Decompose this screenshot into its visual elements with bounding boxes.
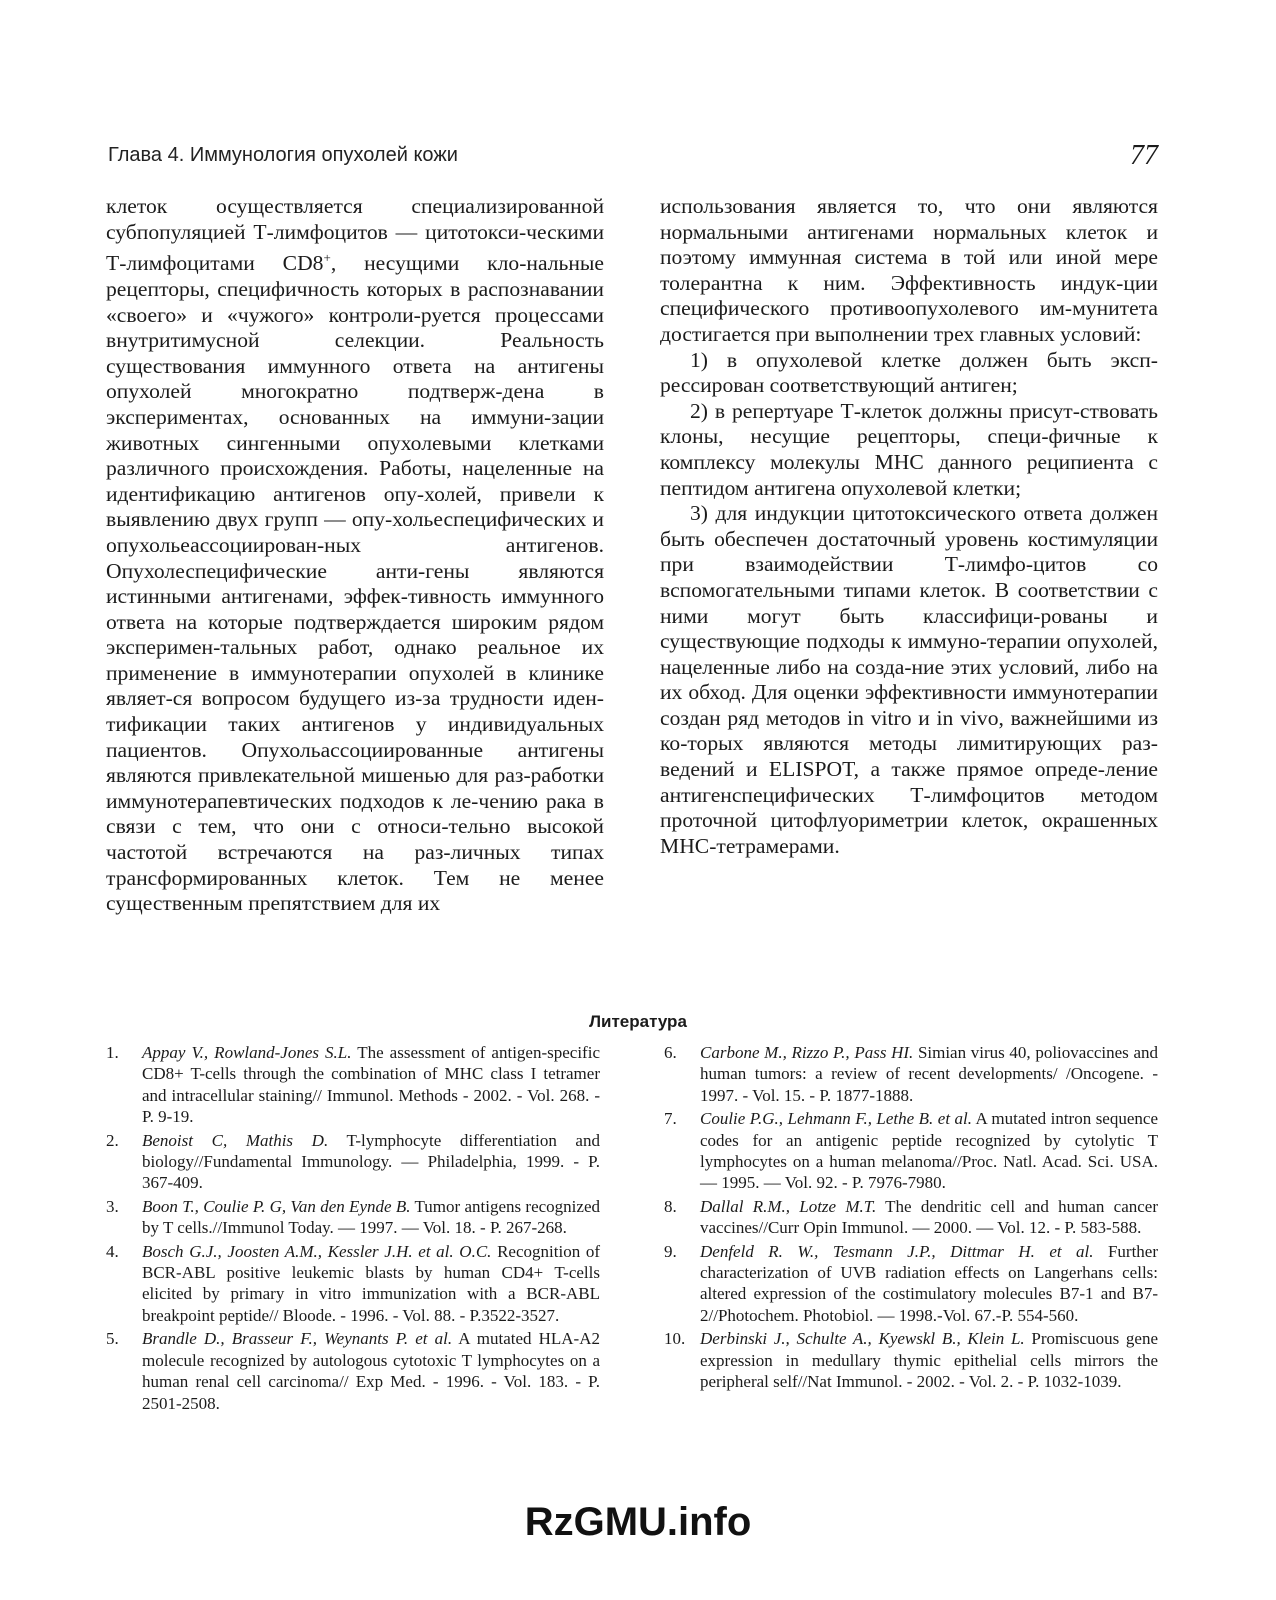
left-paragraph-1: клеток осуществляется специализированной субпопуляцией Т-лимфоцитов — цитотокси-ческими Т-лимфоцитами CD8+, несущими кло-нальные рецепторы, специфичность которых в распознавании «своего» и «чужого» контроли-руется процессами внутритимусной селекции. Реальность существования иммунного ответа на антигены опухолей многократно подтверж-дена в экспериментах, основанных на иммуни-зации животных сингенными опухолевыми клетками различного происхождения. Работы, нацеленные на идентификацию антигенов опу-холей, привели к выявлению двух групп — опу-хольеспецифических и опухольеассоциирован-ных антигенов. Опухолеспецифические анти-гены являются истинными антигенами, эффек-тивность иммунного ответа на которые подтверждается широким рядом эксперимен-тальных работ, однако реальное их применение в иммунотерапии опухолей в клинике являет-ся вопросом будущего из-за трудности иден-тификации таких антигенов у индивидуальных пациентов. Опухольассоциированные антигены являются привлекательной мишенью для раз-работки иммунотерапевтических подходов к ле-чению рака в связи с тем, что они с относи-тельно высокой частотой встречаются на раз-личных типах трансформированных клеток. Тем не менее существенным препятствием для их (106, 194, 605, 916)
left-column (106, 194, 604, 917)
reference-item: 2. Benoist C, Mathis D. T-lymphocyte differentiation and biology//Fundamental Immunology. — Philadelphia, 1999. - P. 367-409. (106, 1130, 600, 1193)
reference-item: 7. Coulie P.G., Lehmann F., Lethe B. et al. A mutated intron sequence codes for an antigenic peptide recognized by cytolytic T lymphocytes on a human melanoma//Proc. Natl. Acad. Sci. USA. — 1995. — Vol. 92. - P. 7976-7980. (664, 1109, 1158, 1193)
page-header (108, 140, 1158, 180)
condition-1: 1) в опухолевой клетке должен быть эксп-рессирован соответствующий антиген; (660, 347, 1158, 398)
page-number: 77 (1130, 140, 1158, 171)
watermark: RzGMU.info (524, 1500, 752, 1544)
literature-heading: Литература (589, 1012, 687, 1031)
reference-item: 10. Derbinski J., Schulte A., Kyewskl B., Klein L. Promiscuous gene expression in medullary thymic epithelial cells mirrors the peripheral self//Nat Immunol. - 2002. - Vol. 2. - P. 1032-1039. (664, 1329, 1158, 1392)
reference-item: 3. Boon T., Coulie P. G, Van den Eynde B. Tumor antigens recognized by T cells.//Immunol Today. — 1997. — Vol. 18. - P. 267-268. (106, 1196, 600, 1238)
reference-item: 8. Dallal R.M., Lotze M.T. The dendritic cell and human cancer vaccines//Curr Opin Immunol. — 2000. — Vol. 12. - P. 583-588. (664, 1196, 1158, 1238)
reference-column-left (106, 1042, 600, 1416)
chapter-title: Глава 4. Иммунология опухолей кожи (108, 144, 458, 166)
reference-item: 9. Denfeld R. W., Tesmann J.P., Dittmar H. et al. Further characterization of UVB radiation effects on Langerhans cells: altered expression of the costimulatory molecules B7-1 and B7-2//Photochem. Photobiol. — 1998.-Vol. 67.-P. 554-560. (664, 1241, 1159, 1325)
condition-2: 2) в репертуаре Т-клеток должны присут-ствовать клоны, несущие рецепторы, специ-фичные к комплексу молекулы МНС данного реципиента с пептидом антигена опухолевой клетки; (660, 398, 1158, 500)
right-column (660, 194, 1158, 917)
reference-item: 1. Appay V., Rowland-Jones S.L. The assessment of antigen-specific CD8+ T-cells through the combination of MHC class I tetramer and intracellular staining// Immunol. Methods - 2002. - Vol. 268. - P. 9-19. (106, 1043, 600, 1127)
condition-3: 3) для индукции цитотоксического ответа должен быть обеспечен достаточный уровень костимуляции при взаимодействии Т-лимфо-цитов со вспомогательными типами клеток. В соответствии с ними могут быть классифици-рованы и существующие подходы к иммуно-терапии опухолей, нацеленные либо на созда-ние этих условий, либо на их обход. Для оценки эффективности иммунотерапии создан ряд методов in vitro и in vivo, важнейшими из ко-торых являются методы лимитирующих раз-ведений и ELISPOT, а также прямое опреде-ление антигенспецифических Т-лимфоцитов методом проточной цитофлуориметрии клеток, окрашенных МНС-тетрамерами. (660, 501, 1158, 858)
reference-item: 6. Carbone M., Rizzo P., Pass HI. Simian virus 40, poliovaccines and human tumors: a review of recent developments/ /Oncogene. - 1997. - Vol. 15. - P. 1877-1888. (664, 1043, 1158, 1105)
reference-list (106, 1042, 1158, 1416)
reference-item: 4. Bosch G.J., Joosten A.M., Kessler J.H. et al. O.C. Recognition of BCR-ABL positive leukemic blasts by human CD4+ T-cells elicited by primary in vitro immunization with a BCR-ABL breakpoint peptide// Bloode. - 1996. - Vol. 88. - P.3522-3527. (106, 1241, 601, 1325)
body-text (106, 194, 1158, 917)
reference-item: 5. Brandle D., Brasseur F., Weynants P. et al. A mutated HLA-A2 molecule recognized by autologous cytotoxic T lymphocytes on a human renal cell carcinoma// Exp Med. - 1996. - Vol. 183. - P. 2501-2508. (106, 1329, 600, 1413)
right-paragraph-1: использования является то, что они являются нормальными антигенами нормальных клеток и поэтому иммунная система в той или иной мере толерантна к ним. Эффективность индук-ции специфического противоопухолевого им-мунитета достигается при выполнении трех главных условий: (660, 194, 1158, 346)
reference-column-right (664, 1042, 1158, 1416)
